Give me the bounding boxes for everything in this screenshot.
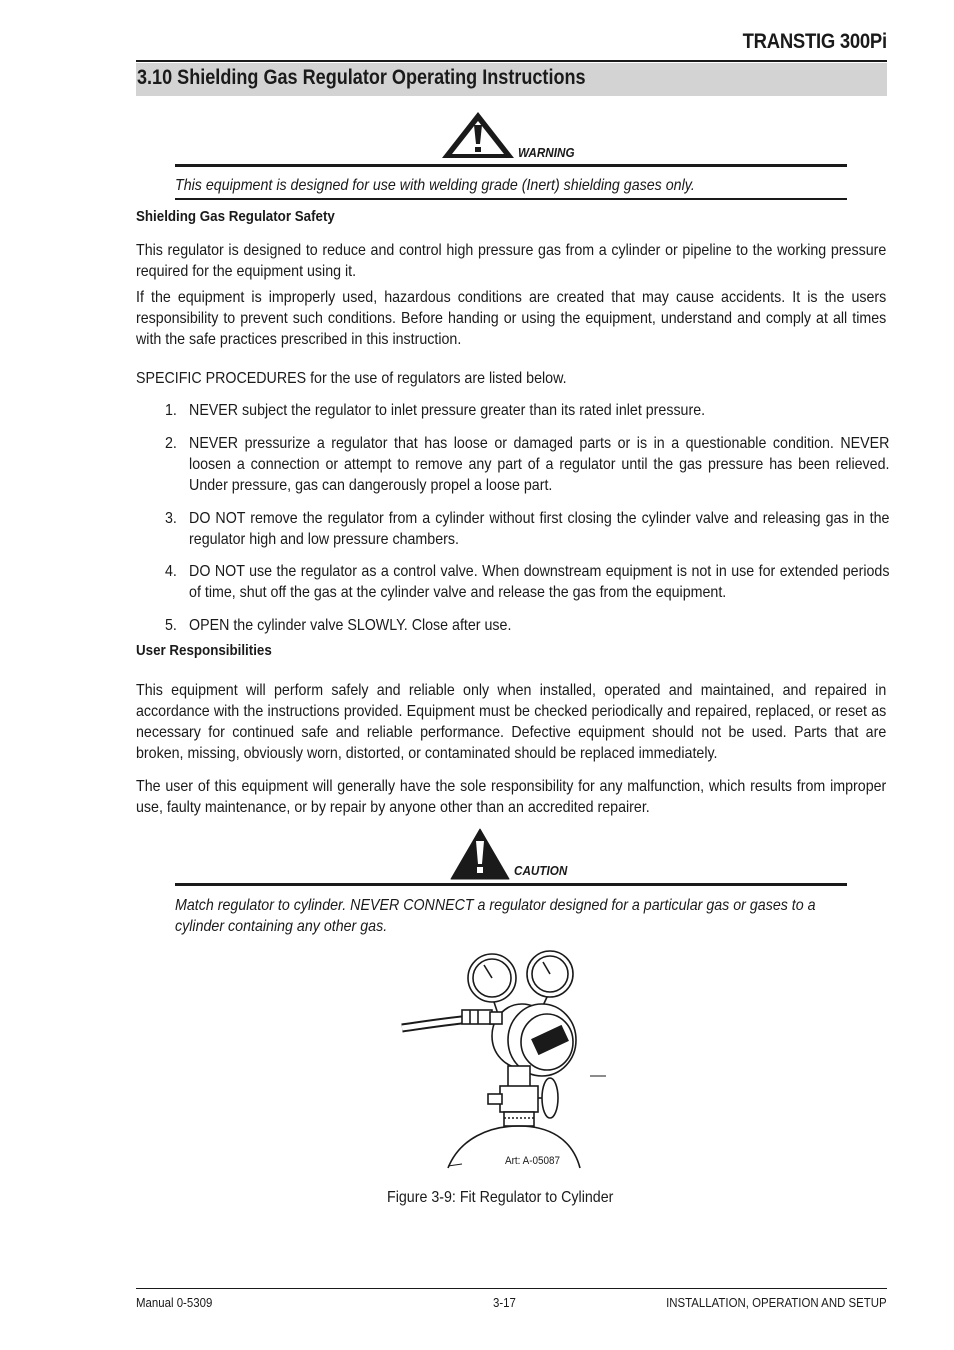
user-heading: User Responsibilities — [136, 642, 272, 659]
product-title: TRANSTIG 300Pi — [742, 30, 887, 53]
list-number: 3. — [165, 510, 177, 527]
list-text: NEVER subject the regulator to inlet pressure greater than its rated inlet pressure. — [189, 402, 706, 419]
list-number: 4. — [165, 563, 177, 580]
caution-rule — [175, 883, 847, 886]
warning-icon — [440, 110, 516, 160]
list-text: DO NOT use the regulator as a control valve. When downstream equipment is not in use for extended periods of time, shut off the gas at the cylinder valve and release the gas from the equipment. — [189, 563, 890, 601]
list-text: DO NOT remove the regulator from a cylinder without first closing the cylinder valve and releasing gas in the regulator high and low pressure chambers. — [189, 510, 890, 548]
safety-paragraph-1: This regulator is designed to reduce and control high pressure gas from a cylinder or pipeline to the working pressure required for the equipment using it. — [136, 242, 887, 280]
warning-label: WARNING — [518, 145, 575, 160]
figure-caption: Figure 3-9: Fit Regulator to Cylinder — [387, 1189, 614, 1206]
section-bar — [136, 63, 887, 96]
user-paragraph-1: This equipment will perform safely and reliable only when installed, operated and maintained, and repaired in accordance with the instructions provided. Equipment must be checked periodically and repaired, replaced, or reset as necessary for continued safe and reliable performance. Defective equipment should not be used. Parts that are broken, missing, obviously worn, distorted, or contaminated should be replaced immediately. — [136, 682, 887, 762]
list-item — [165, 433, 889, 496]
list-number: 1. — [165, 402, 177, 419]
footer-manual: Manual 0-5309 — [136, 1295, 213, 1310]
list-number: 5. — [165, 617, 177, 634]
list-number: 2. — [165, 435, 177, 452]
regulator-illustration — [400, 948, 610, 1173]
list-item — [165, 561, 889, 603]
warning-rule-bottom — [175, 198, 847, 200]
list-item — [165, 615, 889, 636]
warning-text: This equipment is designed for use with welding grade (Inert) shielding gases only. — [175, 177, 695, 194]
warning-rule-top — [175, 164, 847, 167]
art-number: Art: A-05087 — [505, 1155, 561, 1167]
caution-label: CAUTION — [514, 863, 568, 878]
header-rule — [136, 60, 887, 62]
list-text: NEVER pressurize a regulator that has loose or damaged parts or is in a questionable condition. NEVER loosen a connection or attempt to remove any part of a regulator until the gas pressure has been relieved. Under pressure, gas can dangerously propel a loose part. — [189, 435, 890, 494]
footer-rule — [136, 1288, 887, 1289]
list-text: OPEN the cylinder valve SLOWLY. Close after use. — [189, 617, 512, 634]
caution-icon — [450, 828, 510, 880]
safety-paragraph-3: SPECIFIC PROCEDURES for the use of regulators are listed below. — [136, 370, 567, 387]
user-paragraph-2: The user of this equipment will generally have the sole responsibility for any malfunction, which results from improper use, faulty maintenance, or by repair by anyone other than an accredited repairer. — [136, 778, 887, 816]
safety-paragraph-2: If the equipment is improperly used, hazardous conditions are created that may cause accidents. It is the users responsibility to prevent such conditions. Before handing or using the equipment, understand and comply at all times with the safe practices prescribed in this instruction. — [136, 289, 887, 348]
section-title: 3.10 Shielding Gas Regulator Operating Instructions — [137, 66, 586, 89]
regulator-figure — [400, 948, 610, 1173]
list-item — [165, 508, 889, 550]
footer-section: INSTALLATION, OPERATION AND SETUP — [666, 1295, 887, 1310]
caution-text: Match regulator to cylinder. NEVER CONNECT a regulator designed for a particular gas or gases to a cylinder containing any other gas. — [175, 897, 816, 935]
footer-page-number: 3-17 — [493, 1295, 516, 1310]
safety-heading: Shielding Gas Regulator Safety — [136, 208, 335, 225]
list-item — [165, 400, 889, 421]
